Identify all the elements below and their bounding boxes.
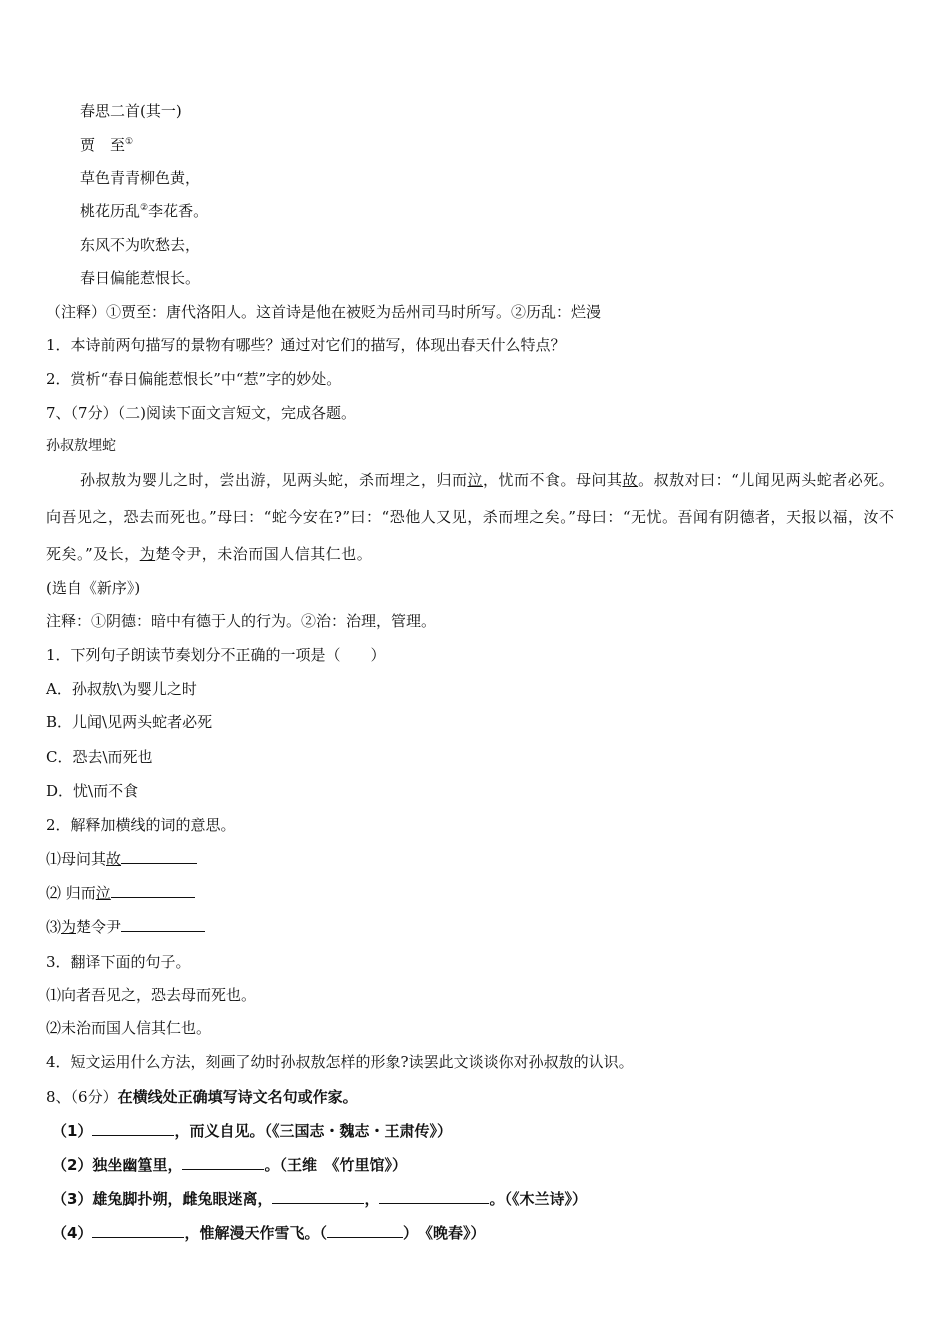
option-c: C．恐去\而死也: [46, 748, 153, 766]
q8-2-source: 。（王维 《竹里馆》）: [264, 1156, 407, 1174]
q7-2-3-text-b: 楚令尹: [76, 918, 122, 936]
q7-3-item-1: ⑴向者吾见之，恐去母而死也。: [46, 986, 257, 1004]
q8-3-source: 。（《木兰诗》）: [489, 1190, 587, 1208]
section8-instruction: 在横线处正确填写诗文名句或作家。: [117, 1088, 358, 1106]
q7-2-item-1: [46, 849, 197, 869]
option-a: A．孙叔敖\为婴儿之时: [46, 680, 197, 698]
q8-4-text: ，惟解漫天作雪飞。（: [184, 1224, 327, 1242]
answer-blank[interactable]: [379, 1189, 489, 1204]
q8-3: [52, 1189, 587, 1209]
poem-author-name: 贾 至: [80, 136, 126, 154]
poem-line-2: [80, 201, 208, 221]
passage-text-b: ，忧而不食。母问其: [483, 471, 623, 489]
q7-2-1-text: ⑴母问其: [46, 850, 107, 868]
poem-line-1: 草色青青柳色黄，: [80, 169, 201, 187]
poem-title: 春思二首(其一): [80, 102, 182, 120]
poem-author: [80, 135, 133, 155]
q7-2: 2．解释加横线的词的意思。: [46, 816, 236, 834]
passage-notes: 注释：①阴德：暗中有德于人的行为。②治：治理，管理。: [46, 612, 437, 630]
q7-2-3-text: ⑶: [46, 918, 62, 936]
underlined-word-qi: 泣: [467, 471, 484, 489]
option-d: D．忧\而不食: [46, 782, 139, 800]
answer-blank[interactable]: [121, 849, 197, 864]
q8-4: [52, 1223, 485, 1243]
option-b: B．儿闻\见两头蛇者必死: [46, 713, 213, 731]
q7-4: 4．短文运用什么方法，刻画了幼时孙叔敖怎样的形象?读罢此文谈谈你对孙叔敖的认识。: [46, 1053, 634, 1071]
q8-2: [52, 1155, 407, 1175]
section7-header: 7、（7分）（二)阅读下面文言短文，完成各题。: [46, 404, 356, 422]
poem-line-4: 春日偏能惹恨长。: [80, 269, 201, 287]
passage-source: (选自《新序》): [46, 579, 141, 597]
poem-notes: （注释）①贾至：唐代洛阳人。这首诗是他在被贬为岳州司马时所写。②历乱：烂漫: [46, 303, 602, 321]
passage-text-a: 孙叔敖为婴儿之时，尝出游，见两头蛇，杀而埋之，归而: [80, 471, 468, 489]
q8-1: [52, 1121, 452, 1141]
underlined-word-wei: 为: [139, 545, 156, 563]
q8-4-source: ） 《晚春》）: [402, 1224, 486, 1242]
underlined-word-gu: 故: [622, 471, 639, 489]
q7-2-3-word: 为: [61, 918, 77, 936]
answer-blank[interactable]: [92, 1121, 174, 1136]
q8-3-text: （3）雄兔脚扑朔，雌兔眼迷离，: [52, 1190, 273, 1208]
q8-1-text: ，而义自见。（《三国志・魏志・王肃传》）: [174, 1122, 452, 1140]
q7-2-item-2: [46, 883, 195, 903]
note-mark-2: ②: [140, 203, 149, 213]
q8-1-number: （1）: [52, 1122, 93, 1140]
q8-2-text: （2）独坐幽篁里，: [52, 1156, 183, 1174]
q8-3-comma: ，: [364, 1190, 380, 1208]
q7-3: 3．翻译下面的句子。: [46, 953, 191, 971]
q7-2-2-text: ⑵ 归而: [46, 884, 96, 902]
poem-line-2-b: 李花香。: [148, 202, 209, 220]
poem-question-2: 2．赏析“春日偏能惹恨长”中“惹”字的妙处。: [46, 370, 342, 388]
answer-blank[interactable]: [121, 917, 205, 932]
answer-blank[interactable]: [272, 1189, 364, 1204]
answer-blank[interactable]: [111, 883, 195, 898]
q7-2-1-word: 故: [106, 850, 122, 868]
section8-number: 8、（6分）: [46, 1088, 118, 1106]
passage-text-c: 。叔敖对曰：“儿闻见两头蛇者必死。向吾见之，恐去而死也。”母曰：“蛇今安在?”曰：“恐他人又见，杀而埋之矣。”母曰：“无忧。吾闻有阴德者，天报以福，汝不死矣。”及长，: [46, 471, 895, 563]
section8-header: [46, 1087, 358, 1107]
answer-blank[interactable]: [327, 1223, 403, 1238]
passage-title: 孙叔敖埋蛇: [46, 438, 116, 454]
q7-2-item-3: [46, 917, 205, 937]
note-mark-1: ①: [125, 137, 134, 147]
q8-4-number: （4）: [52, 1224, 93, 1242]
answer-blank[interactable]: [182, 1155, 264, 1170]
q7-3-item-2: ⑵未治而国人信其仁也。: [46, 1019, 212, 1037]
passage-text-d: 楚令尹，未治而国人信其仁也。: [155, 545, 373, 563]
poem-question-1: 1．本诗前两句描写的景物有哪些？通过对它们的描写，体现出春天什么特点？: [46, 336, 566, 354]
q7-2-2-word: 泣: [95, 884, 111, 902]
q7-1: 1．下列句子朗读节奏划分不正确的一项是（ ）: [46, 646, 386, 664]
poem-line-2-a: 桃花历乱: [80, 202, 141, 220]
passage-body: [46, 462, 908, 573]
poem-line-3: 东风不为吹愁去，: [80, 236, 201, 254]
answer-blank[interactable]: [92, 1223, 184, 1238]
